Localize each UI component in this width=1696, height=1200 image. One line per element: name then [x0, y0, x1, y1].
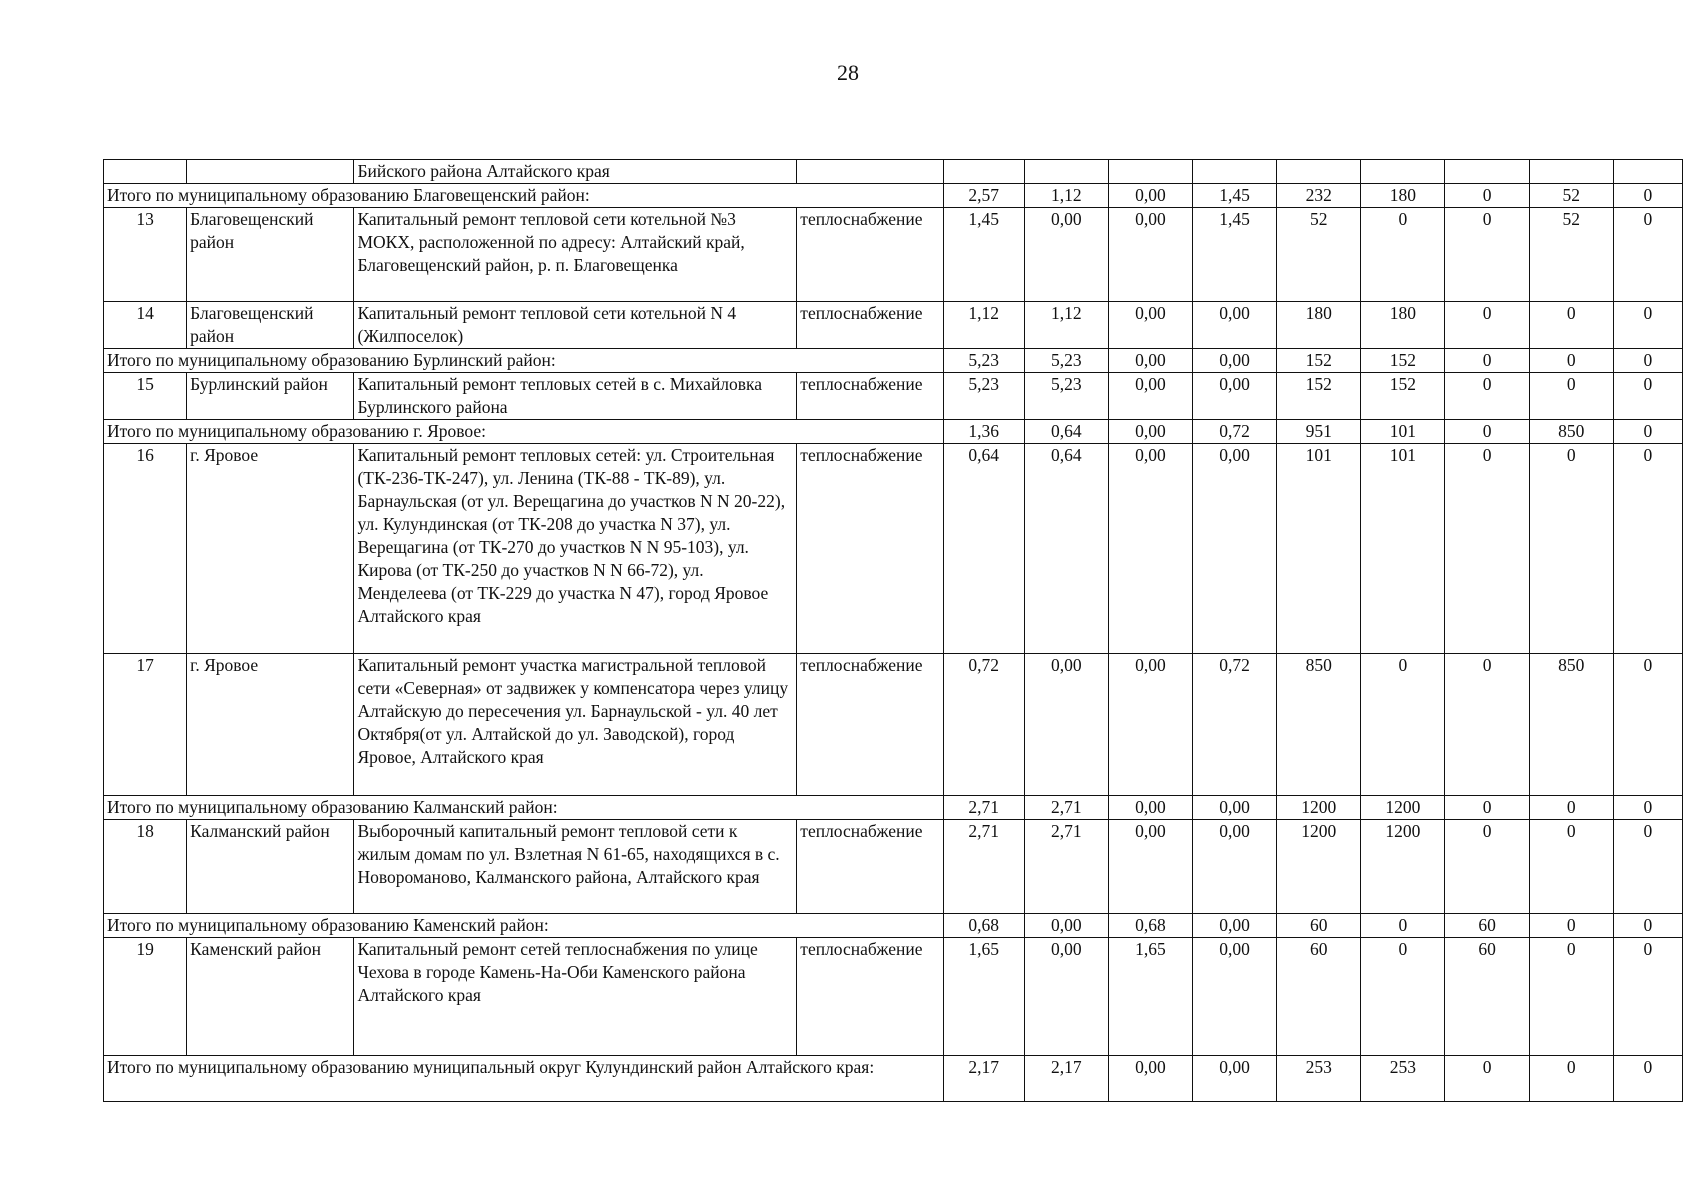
value-cell-2: 0,00 [1024, 654, 1108, 796]
value-cell-6: 101 [1361, 444, 1445, 654]
table-row [104, 444, 1683, 654]
value-cell-5: 253 [1277, 1056, 1361, 1102]
value-cell-5: 1200 [1277, 796, 1361, 820]
value-cell-3: 0,00 [1108, 373, 1192, 420]
table-row [104, 208, 1683, 302]
value-cell-3: 0,00 [1108, 654, 1192, 796]
value-cell-1: 5,23 [943, 373, 1024, 420]
value-cell-4: 0,00 [1193, 914, 1277, 938]
value-cell-7: 0 [1445, 302, 1529, 349]
value-cell-5: 52 [1277, 208, 1361, 302]
value-cell-3: 0,00 [1108, 820, 1192, 914]
value-cell-1: 2,71 [943, 820, 1024, 914]
value-cell-7: 0 [1445, 184, 1529, 208]
value-cell-9: 0 [1613, 349, 1682, 373]
value-cell-7: 60 [1445, 914, 1529, 938]
value-cell-5: 850 [1277, 654, 1361, 796]
value-cell-5: 232 [1277, 184, 1361, 208]
value-cell-1: 0,64 [943, 444, 1024, 654]
value-cell-3: 0,68 [1108, 914, 1192, 938]
value-cell-8: 850 [1529, 654, 1613, 796]
value-cell-6: 0 [1361, 938, 1445, 1056]
value-cell-3: 0,00 [1108, 444, 1192, 654]
value-cell-2: 5,23 [1024, 373, 1108, 420]
value-cell-2: 2,71 [1024, 796, 1108, 820]
project-name: Капитальный ремонт тепловых сетей в с. Михайловка Бурлинского района [354, 373, 797, 420]
value-cell-4: 0,72 [1193, 654, 1277, 796]
value-cell-2: 0,00 [1024, 208, 1108, 302]
value-cell-4: 0,00 [1193, 820, 1277, 914]
item-number: 19 [104, 938, 187, 1056]
value-cell-6: 1200 [1361, 796, 1445, 820]
value-cell-2: 0,00 [1024, 938, 1108, 1056]
value-cell-3: 0,00 [1108, 796, 1192, 820]
table-row [104, 820, 1683, 914]
value-cell-9: 0 [1613, 1056, 1682, 1102]
value-cell-6: 180 [1361, 184, 1445, 208]
value-cell-1: 2,71 [943, 796, 1024, 820]
value-cell-9: 0 [1613, 820, 1682, 914]
work-type: теплоснабжение [797, 444, 943, 654]
project-name: Выборочный капитальный ремонт тепловой сети к жилым домам по ул. Взлетная N 61-65, находящихся в с. Новороманово, Калманского района, Алтайского края [354, 820, 797, 914]
district-name: г. Яровое [187, 444, 354, 654]
value-cell-4: 0,00 [1193, 349, 1277, 373]
value-cell-8: 0 [1529, 820, 1613, 914]
subtotal-row [104, 184, 1683, 208]
work-type: теплоснабжение [797, 654, 943, 796]
value-cell-9: 0 [1613, 373, 1682, 420]
district-name: Каменский район [187, 938, 354, 1056]
value-cell-7: 0 [1445, 820, 1529, 914]
work-type: теплоснабжение [797, 820, 943, 914]
work-type: теплоснабжение [797, 373, 943, 420]
value-cell-5: 60 [1277, 914, 1361, 938]
value-cell-7: 0 [1445, 654, 1529, 796]
subtotal-label: Итого по муниципальному образованию г. Яровое: [104, 420, 944, 444]
value-cell-5: 1200 [1277, 820, 1361, 914]
value-cell-2: 1,12 [1024, 184, 1108, 208]
table-row [104, 373, 1683, 420]
value-cell-8: 0 [1529, 444, 1613, 654]
district-name: Калманский район [187, 820, 354, 914]
page-number: 28 [837, 60, 859, 85]
subtotal-label: Итого по муниципальному образованию Бурлинский район: [104, 349, 944, 373]
project-name: Капитальный ремонт тепловых сетей: ул. Строительная (ТК-236-ТК-247), ул. Ленина (ТК-88 - ТК-89), ул. Барнаульская (от ул. Верещагина до участков N N 20-22), ул. Кулундинская (от ТК-208 до участка N 37), ул. Верещагина (от ТК-270 до участков N N 95-103), ул. Кирова (от ТК-250 до участков N N 66-72), ул. Менделеева (от ТК-229 до участка N 47), город Яровое Алтайского края [354, 444, 797, 654]
work-type: теплоснабжение [797, 938, 943, 1056]
value-cell-1: 0,72 [943, 654, 1024, 796]
value-cell-4: 0,00 [1193, 1056, 1277, 1102]
value-cell-8: 0 [1529, 373, 1613, 420]
value-cell-7: 0 [1445, 208, 1529, 302]
table-row [104, 654, 1683, 796]
value-cell-8: 0 [1529, 796, 1613, 820]
value-cell-5: 152 [1277, 349, 1361, 373]
continuation-name: Бийского района Алтайского края [354, 160, 797, 184]
value-cell-1: 5,23 [943, 349, 1024, 373]
value-cell-2: 0,64 [1024, 420, 1108, 444]
value-cell-7: 0 [1445, 1056, 1529, 1102]
value-cell-8: 0 [1529, 1056, 1613, 1102]
value-cell-8: 0 [1529, 302, 1613, 349]
district-name: Благовещенский район [187, 208, 354, 302]
value-cell-9: 0 [1613, 914, 1682, 938]
value-cell-7: 0 [1445, 373, 1529, 420]
value-cell-8: 52 [1529, 208, 1613, 302]
value-cell-9: 0 [1613, 302, 1682, 349]
value-cell-9: 0 [1613, 444, 1682, 654]
subtotal-label: Итого по муниципальному образованию муниципальный округ Кулундинский район Алтайского края: [104, 1056, 944, 1102]
value-cell-8: 850 [1529, 420, 1613, 444]
subtotal-row [104, 349, 1683, 373]
subtotal-row [104, 1056, 1683, 1102]
value-cell-6: 0 [1361, 914, 1445, 938]
value-cell-6: 0 [1361, 654, 1445, 796]
item-number: 14 [104, 302, 187, 349]
value-cell-9: 0 [1613, 938, 1682, 1056]
value-cell-6: 180 [1361, 302, 1445, 349]
work-type: теплоснабжение [797, 302, 943, 349]
value-cell-5: 101 [1277, 444, 1361, 654]
value-cell-9: 0 [1613, 796, 1682, 820]
value-cell-9: 0 [1613, 184, 1682, 208]
value-cell-1: 1,36 [943, 420, 1024, 444]
value-cell-8: 0 [1529, 914, 1613, 938]
district-name: г. Яровое [187, 654, 354, 796]
value-cell-4: 1,45 [1193, 208, 1277, 302]
value-cell-6: 1200 [1361, 820, 1445, 914]
value-cell-6: 152 [1361, 373, 1445, 420]
value-cell-7: 0 [1445, 420, 1529, 444]
value-cell-5: 152 [1277, 373, 1361, 420]
value-cell-2: 1,12 [1024, 302, 1108, 349]
value-cell-3: 1,65 [1108, 938, 1192, 1056]
value-cell-1: 2,17 [943, 1056, 1024, 1102]
value-cell-1: 0,68 [943, 914, 1024, 938]
value-cell-3: 0,00 [1108, 349, 1192, 373]
project-name: Капитальный ремонт сетей теплоснабжения по улице Чехова в городе Камень-На-Оби Каменского района Алтайского края [354, 938, 797, 1056]
value-cell-6: 253 [1361, 1056, 1445, 1102]
table-row [104, 938, 1683, 1056]
value-cell-6: 101 [1361, 420, 1445, 444]
value-cell-8: 52 [1529, 184, 1613, 208]
value-cell-1: 1,12 [943, 302, 1024, 349]
table-row [104, 302, 1683, 349]
value-cell-7: 0 [1445, 444, 1529, 654]
project-name: Капитальный ремонт тепловой сети котельной №3 МОКХ, расположенной по адресу: Алтайский край, Благовещенский район, р. п. Благовещенка [354, 208, 797, 302]
value-cell-9: 0 [1613, 654, 1682, 796]
value-cell-9: 0 [1613, 208, 1682, 302]
project-name: Капитальный ремонт участка магистральной тепловой сети «Северная» от задвижек у компенсатора через улицу Алтайскую до пересечения ул. Барнаульской - ул. 40 лет Октября(от ул. Алтайской до ул. Заводской), город Яровое, Алтайского края [354, 654, 797, 796]
value-cell-2: 5,23 [1024, 349, 1108, 373]
district-name: Бурлинский район [187, 373, 354, 420]
value-cell-5: 951 [1277, 420, 1361, 444]
item-number: 16 [104, 444, 187, 654]
value-cell-2: 0,00 [1024, 914, 1108, 938]
value-cell-3: 0,00 [1108, 302, 1192, 349]
value-cell-5: 180 [1277, 302, 1361, 349]
subtotal-row [104, 796, 1683, 820]
value-cell-5: 60 [1277, 938, 1361, 1056]
subtotal-label: Итого по муниципальному образованию Калманский район: [104, 796, 944, 820]
district-name: Благовещенский район [187, 302, 354, 349]
value-cell-4: 0,00 [1193, 373, 1277, 420]
value-cell-4: 0,72 [1193, 420, 1277, 444]
value-cell-4: 0,00 [1193, 938, 1277, 1056]
value-cell-8: 0 [1529, 938, 1613, 1056]
value-cell-7: 0 [1445, 349, 1529, 373]
subtotal-row [104, 420, 1683, 444]
value-cell-3: 0,00 [1108, 1056, 1192, 1102]
value-cell-3: 0,00 [1108, 208, 1192, 302]
value-cell-9: 0 [1613, 420, 1682, 444]
value-cell-4: 0,00 [1193, 302, 1277, 349]
value-cell-1: 1,65 [943, 938, 1024, 1056]
item-number: 15 [104, 373, 187, 420]
value-cell-8: 0 [1529, 349, 1613, 373]
item-number: 18 [104, 820, 187, 914]
subtotal-label: Итого по муниципальному образованию Благовещенский район: [104, 184, 944, 208]
continuation-row [104, 160, 1683, 184]
value-cell-7: 60 [1445, 938, 1529, 1056]
value-cell-2: 2,17 [1024, 1056, 1108, 1102]
value-cell-4: 0,00 [1193, 444, 1277, 654]
work-type: теплоснабжение [797, 208, 943, 302]
project-name: Капитальный ремонт тепловой сети котельной N 4 (Жилпоселок) [354, 302, 797, 349]
value-cell-4: 1,45 [1193, 184, 1277, 208]
value-cell-1: 2,57 [943, 184, 1024, 208]
value-cell-4: 0,00 [1193, 796, 1277, 820]
value-cell-3: 0,00 [1108, 420, 1192, 444]
value-cell-2: 2,71 [1024, 820, 1108, 914]
program-table [103, 159, 1683, 1102]
subtotal-row [104, 914, 1683, 938]
item-number: 17 [104, 654, 187, 796]
value-cell-3: 0,00 [1108, 184, 1192, 208]
value-cell-6: 0 [1361, 208, 1445, 302]
value-cell-1: 1,45 [943, 208, 1024, 302]
subtotal-label: Итого по муниципальному образованию Каменский район: [104, 914, 944, 938]
value-cell-6: 152 [1361, 349, 1445, 373]
item-number: 13 [104, 208, 187, 302]
value-cell-2: 0,64 [1024, 444, 1108, 654]
value-cell-7: 0 [1445, 796, 1529, 820]
